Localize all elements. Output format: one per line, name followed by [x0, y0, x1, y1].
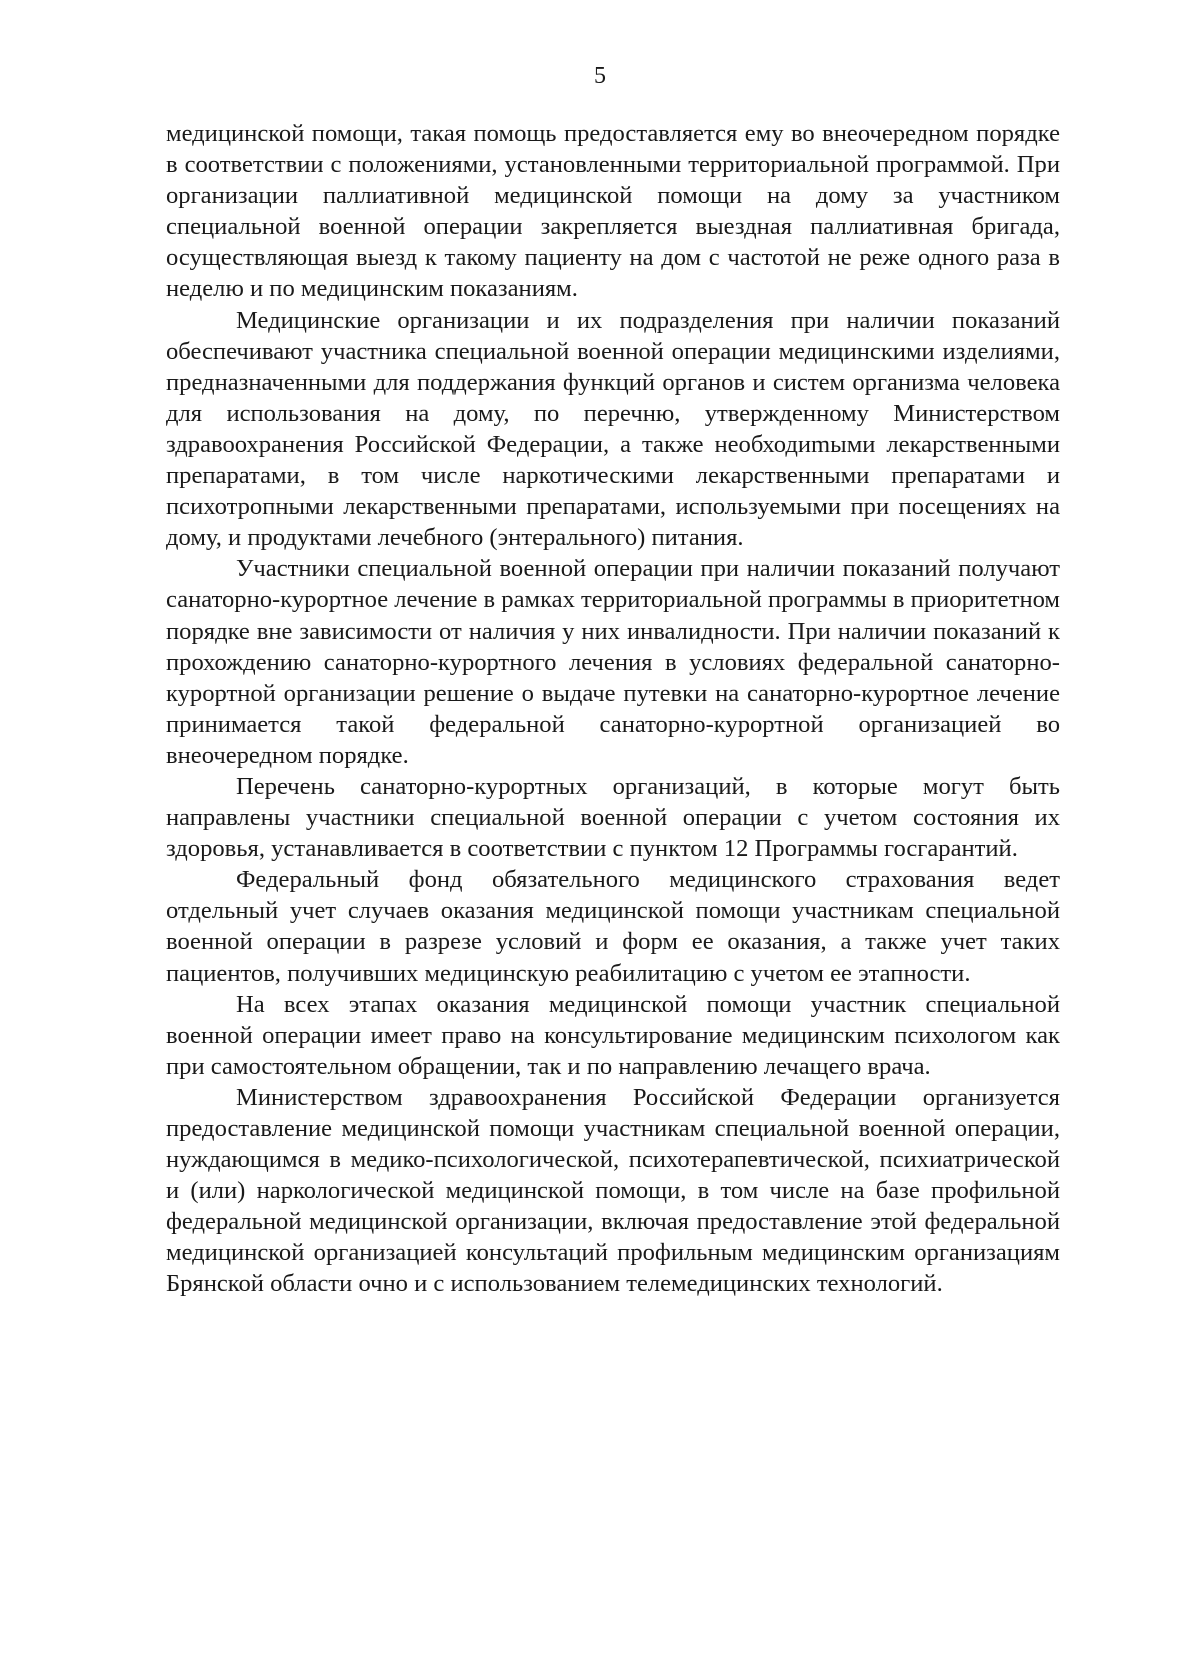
- paragraph-insurance-fund: Федеральный фонд обязательного медицинского страхования ведет отдельный учет случаев оказания медицинской помощи участникам специальной военной операции в разрезе условий и форм ее оказания, а также учет таких пациентов, получивших медицинскую реабилитацию с учетом ее этапности.: [166, 866, 1060, 987]
- document-body: [166, 118, 1060, 1300]
- paragraph-psychologist: На всех этапах оказания медицинской помощи участник специальной военной операции имеет право на консультирование медицинским психологом как при самостоятельном обращении, так и по направлению лечащего врача.: [166, 990, 1060, 1080]
- paragraph-sanatorium-list: Перечень санаторно-курортных организаций, в которые могут быть направлены участники специальной военной операции с учетом состояния их здоровья, устанавливается в соответствии с пунктом 12 Программы госгарантий.: [166, 772, 1060, 863]
- paragraph-ministry-care: Министерством здравоохранения Российской Федерации организуется предоставление медицинской помощи участникам специальной военной операции, нуждающимся в медико-психологической, психотерапевтической, психиатрической и (или) наркологической медицинской помощи, в том числе на базе профильной федеральной медицинской организации, включая предоставление этой федеральной медицинской организацией консультаций профильным медицинским организациям Брянской области очно и с использованием телемедицинских технологий.: [166, 1083, 1060, 1298]
- paragraph-medical-devices: Медицинские организации и их подразделения при наличии показаний обеспечивают участника специальной военной операции медицинскими изделиями, предназначенными для поддержания функций органов и систем организма человека для использования на дому, по перечню, утвержденному Министерством здравоохранения Российской Федерации, а также необходиmыми лекарственными препаратами, в том числе наркотическими лекарственными препаратами и психотропными лекарственными препаратами, используемыми при посещениях на дому, и продуктами лечебного (энтерального) питания.: [166, 306, 1060, 552]
- paragraph-continuation: медицинской помощи, такая помощь предоставляется ему во внеочередном порядке в соответствии с положениями, установленными территориальной программой. При организации паллиативной медицинской помощи на дому за участником специальной военной операции закрепляется выездная паллиативная бригада, осуществляющая выезд к такому пациенту на дом с частотой не реже одного раза в неделю и по медицинским показаниям.: [166, 120, 1060, 303]
- page-number: 5: [594, 63, 606, 89]
- paragraph-sanatorium-treatment: Участники специальной военной операции при наличии показаний получают санаторно-курортное лечение в рамках территориальной программы в приоритетном порядке вне зависимости от наличия у них инвалидности. При наличии показаний к прохождению санаторно-курортного лечения в условиях федеральной санаторно-курортной организации решение о выдаче путевки на санаторно-курортное лечение принимается такой федеральной санаторно-курортной организацией во внеочередном порядке.: [166, 555, 1060, 769]
